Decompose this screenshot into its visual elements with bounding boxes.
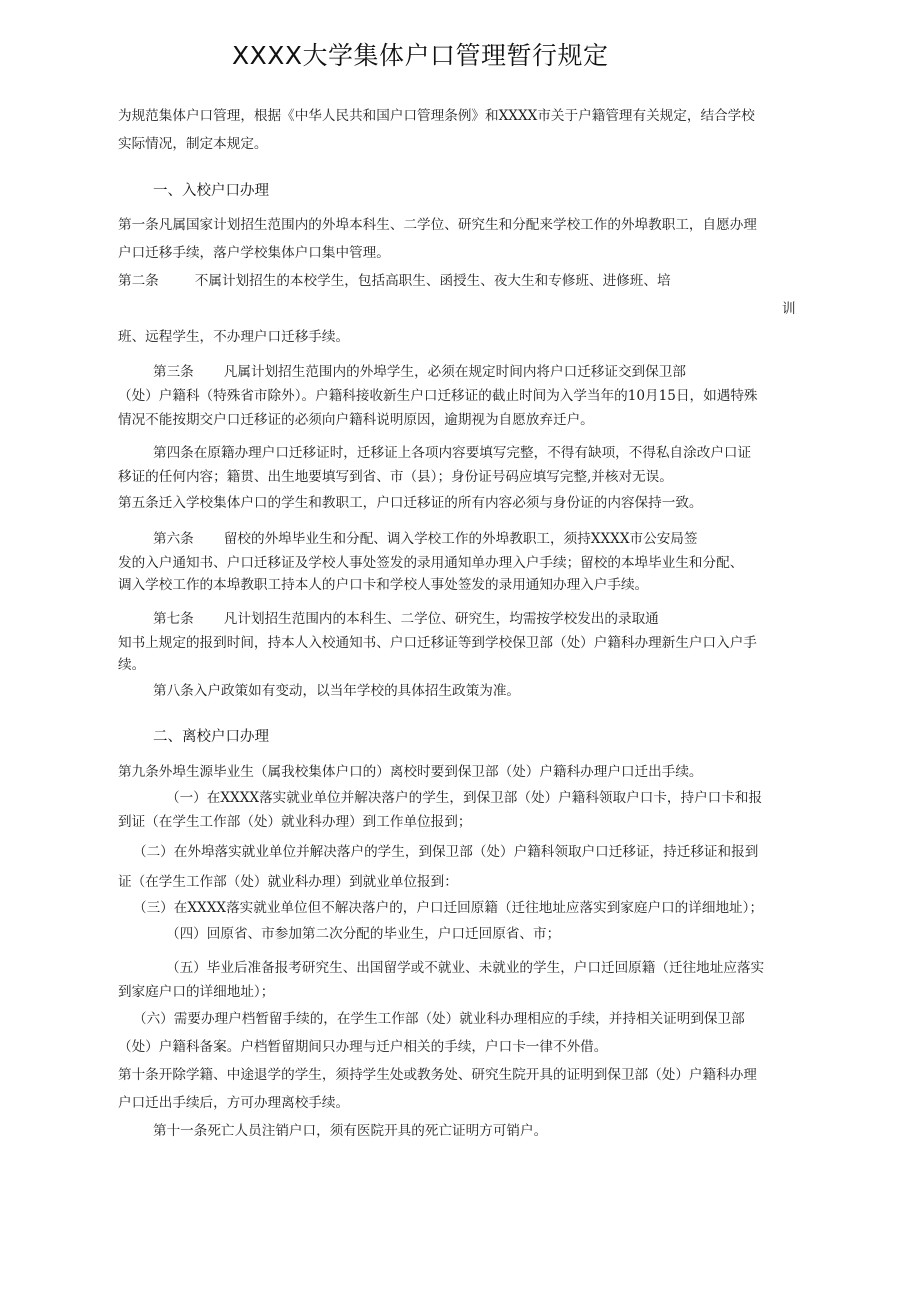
article-2-line-3: 班、远程学生，不办理户口迁移手续。 (118, 329, 350, 345)
section-2-heading: 二、离校户口办理 (153, 729, 269, 745)
item-3: （三）在XXXX落实就业单位但不解决落户的，户口迁回原籍（迁往地址应落实到家庭户口的详细地址）； (133, 900, 764, 916)
article-2-line-1 (118, 272, 671, 290)
article-2-line-2: 训 (782, 301, 796, 317)
item-6-line-2: （处）户籍科备案。户档暂留期间只办理与迁户相关的手续，户口卡一律不外借。 (118, 1039, 608, 1055)
item-2-line-1: （二）在外埠落实就业单位并解决落户的学生，到保卫部（处）户籍科领取户口迁移证，持迁移证和报到 (133, 844, 759, 860)
article-3-line-1 (153, 363, 686, 381)
article-7-line-1 (153, 610, 659, 628)
article-3-text: 凡属计划招生范围内的外埠学生，必须在规定时间内将户口迁移证交到保卫部 (223, 364, 686, 380)
item-1-line-2: 到证（在学生工作部（处）就业科办理）到工作单位报到； (118, 814, 472, 830)
article-1-line-2: 户口迁移手续，落户学校集体户口集中管理。 (118, 245, 390, 261)
item-6-line-1: （六）需要办理户档暂留手续的，在学生工作部（处）就业科办理相应的手续，并持相关证明到保卫部 (133, 1011, 745, 1027)
item-4: （四）回原省、市参加第二次分配的毕业生，户口迁回原省、市； (166, 926, 561, 942)
article-6-line-1 (153, 530, 698, 548)
article-3-line-2: （处）户籍科（特殊省市除外）。户籍科接收新生户口迁移证的截止时间为入学当年的10月15日，如遇特殊 (118, 388, 758, 404)
document-title: XXXX大学集体户口管理暂行规定 (232, 41, 609, 70)
intro-line-1: 为规范集体户口管理，根据《中华人民共和国户口管理条例》和XXXX市关于户籍管理有关规定，结合学校 (118, 108, 755, 124)
article-7-line-2: 知书上规定的报到时间，持本人入校通知书、户口迁移证等到学校保卫部（处）户籍科办理新生户口入户手 (118, 635, 757, 651)
article-6-label: 第六条 (153, 531, 194, 547)
article-3-line-3: 情况不能按期交户口迁移证的必须向户籍科说明原因，逾期视为自愿放弃迁户。 (118, 412, 594, 428)
article-7-line-3: 续。 (118, 657, 146, 673)
article-5: 第五条迁入学校集体户口的学生和教职工，户口迁移证的所有内容必须与身份证的内容保持一致。 (118, 495, 703, 511)
item-5-line-2: 到家庭户口的详细地址）； (118, 984, 275, 1000)
article-7-text: 凡计划招生范围内的本科生、二学位、研究生，均需按学校发出的录取通 (223, 611, 659, 627)
article-1-line-1: 第一条凡属国家计划招生范围内的外埠本科生、二学位、研究生和分配来学校工作的外埠教职工，自愿办理 (118, 217, 757, 233)
article-11: 第十一条死亡人员注销户口，须有医院开具的死亡证明方可销户。 (153, 1123, 548, 1139)
article-10-line-1: 第十条开除学籍、中途退学的学生，须持学生处或教务处、研究生院开具的证明到保卫部（处）户籍科办理 (118, 1067, 757, 1083)
section-1-heading: 一、入校户口办理 (153, 183, 269, 199)
article-4-line-2: 移证的任何内容；籍贯、出生地要填写到省、市（县）；身份证号码应填写完整,并核对无误。 (118, 469, 673, 485)
article-9: 第九条外埠生源毕业生（属我校集体户口的）离校时要到保卫部（处）户籍科办理户口迁出手续。 (118, 764, 703, 780)
item-5-line-1: （五）毕业后准备报考研究生、出国留学或不就业、未就业的学生，户口迁回原籍（迁往地址应落实 (166, 960, 765, 976)
item-2-line-2: 证（在学生工作部（处）就业科办理）到就业单位报到： (118, 874, 458, 890)
article-2-text: 不属计划招生的本校学生，包括高职生、函授生、夜大生和专修班、进修班、培 (194, 273, 671, 289)
intro-line-2: 实际情况，制定本规定。 (118, 136, 268, 152)
article-7-label: 第七条 (153, 611, 194, 627)
article-6-line-3: 调入学校工作的本埠教职工持本人的户口卡和学校人事处签发的录用通知办理入户手续。 (118, 577, 649, 593)
article-4-line-1: 第四条在原籍办理户口迁移证时，迁移证上各项内容要填写完整，不得有缺项，不得私自涂改户口证 (153, 445, 752, 461)
article-3-label: 第三条 (153, 364, 194, 380)
article-10-line-2: 户口迁出手续后，方可办理离校手续。 (118, 1095, 350, 1111)
article-6-line-2: 发的入户通知书、户口迁移证及学校人事处签发的录用通知单办理入户手续；留校的本埠毕业生和分配、 (118, 555, 744, 571)
item-1-line-1: （一）在XXXX落实就业单位并解决落户的学生，到保卫部（处）户籍科领取户口卡，持户口卡和报 (166, 790, 763, 806)
article-2-label: 第二条 (118, 273, 159, 289)
article-8: 第八条入户政策如有变动，以当年学校的具体招生政策为准。 (153, 683, 521, 699)
article-6-text: 留校的外埠毕业生和分配、调入学校工作的外埠教职工，须持XXXX市公安局签 (223, 531, 698, 547)
